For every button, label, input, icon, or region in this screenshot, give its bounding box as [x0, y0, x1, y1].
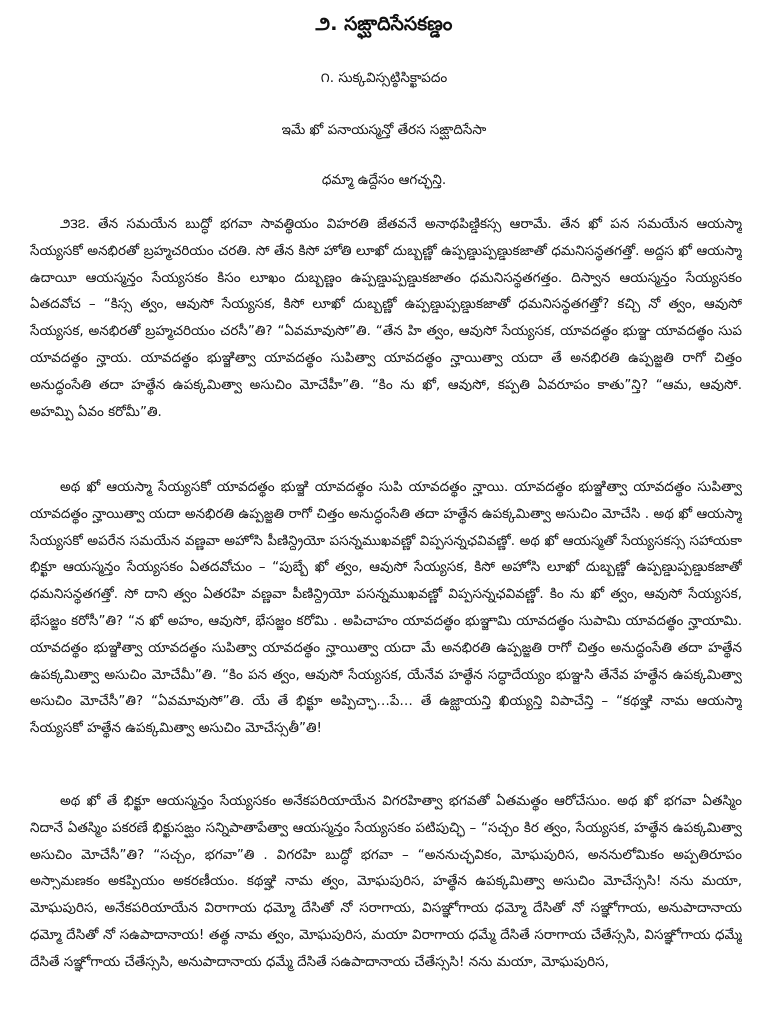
section-title: ౧. సుక్కవిస్సట్ఠిసిక్ఖాపదం [320, 70, 448, 86]
body-paragraph-3: అథ ఖో తే భిక్ఖూ ఆయస్మన్తం సేయ్యసకం అనేకపరియాయేన విగరహిత్వా భగవతో ఏతమత్థం ఆరోచేసుం. అథ ఖో భగవా ఏతస్మిం నిదానే ఏతస్మిం పకరణే భిక్ఖుసఙ్ఘం సన్నిపాతాపేత్వా ఆయస్మన్తం సేయ్యసకం పటిపుచ్ఛి – “సచ్చం కిర త్వం, సేయ్యసక, హత్థేన ఉపక్కమిత్వా అసుచిం మోచేసీ”తి? “సచ్చం, భగవా”తి . విగరహి బుద్ధో భగవా – “అననుచ్ఛవికం, మోఘపురిస, అననులోమికం అప్పతిరూపం అస్సామణకం అకప్పియం అకరణీయం. కథఞ్హి నామ త్వం, మోఘపురిస, హత్థేన ఉపక్కమిత్వా అసుచిం మోచేస్ససి! నను మయా, మోఘపురిస, అనేకపరియాయేన విరాగాయ ధమ్మో దేసితో నో సరాగాయ, విసఞ్ఞోగాయ ధమ్మో దేసితో నో సఞ్ఞోగాయ, అనుపాదానాయ ధమ్మో దేసితో నో సఉపాదానాయ! తత్థ నామ త్వం, మోఘపురిస, మయా విరాగాయ ధమ్మే దేసితే సరాగాయ చేతేస్ససి, విసఞ్ఞోగాయ ధమ్మే దేసితే సఞ్ఞోగాయ చేతేస్ససి, అనుపాదానాయ ధమ్మే దేసితే సఉపాదానాయ చేతేస్ససి! నను మయా, మోఘపురిస, [30, 793, 742, 970]
body-paragraph-1: ౨౩౭. తేన సమయేన బుద్ధో భగవా సావత్థియం విహరతి జేతవనే అనాథపిణ్డికస్స ఆరామే. తేన ఖో పన సమయేన ఆయస్మా సేయ్యసకో అనభిరతో బ్రహ్మచరియం చరతి. సో తేన కిసో హోతి లూఖో దుబ్బణ్ణో ఉప్పణ్డుప్పణ్డుకజాతో ధమనిసన్థతగత్తో. అద్దస ఖో ఆయస్మా ఉదాయీ ఆయస్మన్తం సేయ్యసకం కిసం లూఖం దుబ్బణ్ణం ఉప్పణ్డుప్పణ్డుకజాతం ధమనిసన్థతగత్తం. దిస్వాన ఆయస్మన్తం సేయ్యసకం ఏతదవోచ – “కిస్స త్వం, ఆవుసో సేయ్యసక, కిసో లూఖో దుబ్బణ్ణో ఉప్పణ్డుప్పణ్డుకజాతో ధమనిసన్థతగత్తో? కచ్చి నో త్వం, ఆవుసో సేయ్యసక, అనభిరతో బ్రహ్మచరియం చరసీ”తి? “ఏవమావుసో”తి. “తేన హి త్వం, ఆవుసో సేయ్యసక, యావదత్థం భుఞ్జ యావదత్థం సుప యావదత్థం న్హాయ. యావదత్థం భుఞ్జిత్వా యావదత్థం సుపిత్వా యావదత్థం న్హాయిత్వా యదా తే అనభిరతి ఉప్పజ్జతి రాగో చిత్తం అనుద్ధంసేతి తదా హత్థేన ఉపక్కమిత్వా అసుచిం మోచేహీ”తి. “కిం ను ఖో, ఆవుసో, కప్పతి ఏవరూపం కాతు”న్తి? “ఆమ, ఆవుసో. అహమ్పి ఏవం కరోమీ”తి. [30, 216, 742, 420]
intro-line: ఇమే ఖో పనాయస్మన్తో తేరస సఙ్ఘాదిసేసా [281, 122, 487, 138]
body-paragraph-2: అథ ఖో ఆయస్మా సేయ్యసకో యావదత్థం భుఞ్జి యావదత్థం సుపి యావదత్థం న్హాయి. యావదత్థం భుఞ్జిత్వా యావదత్థం సుపిత్వా యావదత్థం న్హాయిత్వా యదా అనభిరతి ఉప్పజ్జతి రాగో చిత్తం అనుద్ధంసేతి తదా హత్థేన ఉపక్కమిత్వా అసుచిం మోచేసి . అథ ఖో ఆయస్మా సేయ్యసకో అపరేన సమయేన వణ్ణవా అహోసి పీణిన్ద్రియో పసన్నముఖవణ్ణో విప్పసన్నఛవివణ్ణో. అథ ఖో ఆయస్మతో సేయ్యసకస్స సహాయకా భిక్ఖూ ఆయస్మన్తం సేయ్యసకం ఏతదవోచుం – “పుబ్బే ఖో త్వం, ఆవుసో సేయ్యసక, కిసో అహోసి లూఖో దుబ్బణ్ణో ఉప్పణ్డుప్పణ్డుకజాతో ధమనిసన్థతగత్తో. సో దాని త్వం ఏతరహి వణ్ణవా పీణిన్ద్రియో పసన్నముఖవణ్ణో విప్పసన్నఛవివణ్ణో. కిం ను ఖో త్వం, ఆవుసో సేయ్యసక, భేసజ్జం కరోసీ”తి? “న ఖో అహం, ఆవుసో, భేసజ్జం కరోమి . అపిచాహం యావదత్థం భుఞ్జామి యావదత్థం సుపామి యావదత్థం న్హాయామి. యావదత్థం భుఞ్జిత్వా యావదత్థం సుపిత్వా యావదత్థం న్హాయిత్వా యదా మే అనభిరతి ఉప్పజ్జతి రాగో చిత్తం అనుద్ధంసేతి తదా హత్థేన ఉపక్కమిత్వా అసుచిం మోచేమీ”తి. “కిం పన త్వం, ఆవుసో సేయ్యసక, యేనేవ హత్థేన సద్ధాదేయ్యం భుఞ్జసి తేనేవ హత్థేన ఉపక్కమిత్వా అసుచిం మోచేసీ”తి? “ఏవమావుసో”తి. యే తే భిక్ఖూ అప్పిచ్ఛా…పే… తే ఉజ్ఝాయన్తి ఖియ్యన్తి విపాచేన్తి – “కథఞ్హి నామ ఆయస్మా సేయ్యసకో హత్థేన ఉపక్కమిత్వా అసుచిం మోచేస్సతీ”తి! [30, 479, 742, 737]
intro-line-2: ధమ్మా ఉద్దేసం ఆగచ్ఛన్తి. [321, 172, 447, 188]
chapter-title: ౨. సఙ్ఘాదిసేసకణ్డం [315, 13, 453, 35]
